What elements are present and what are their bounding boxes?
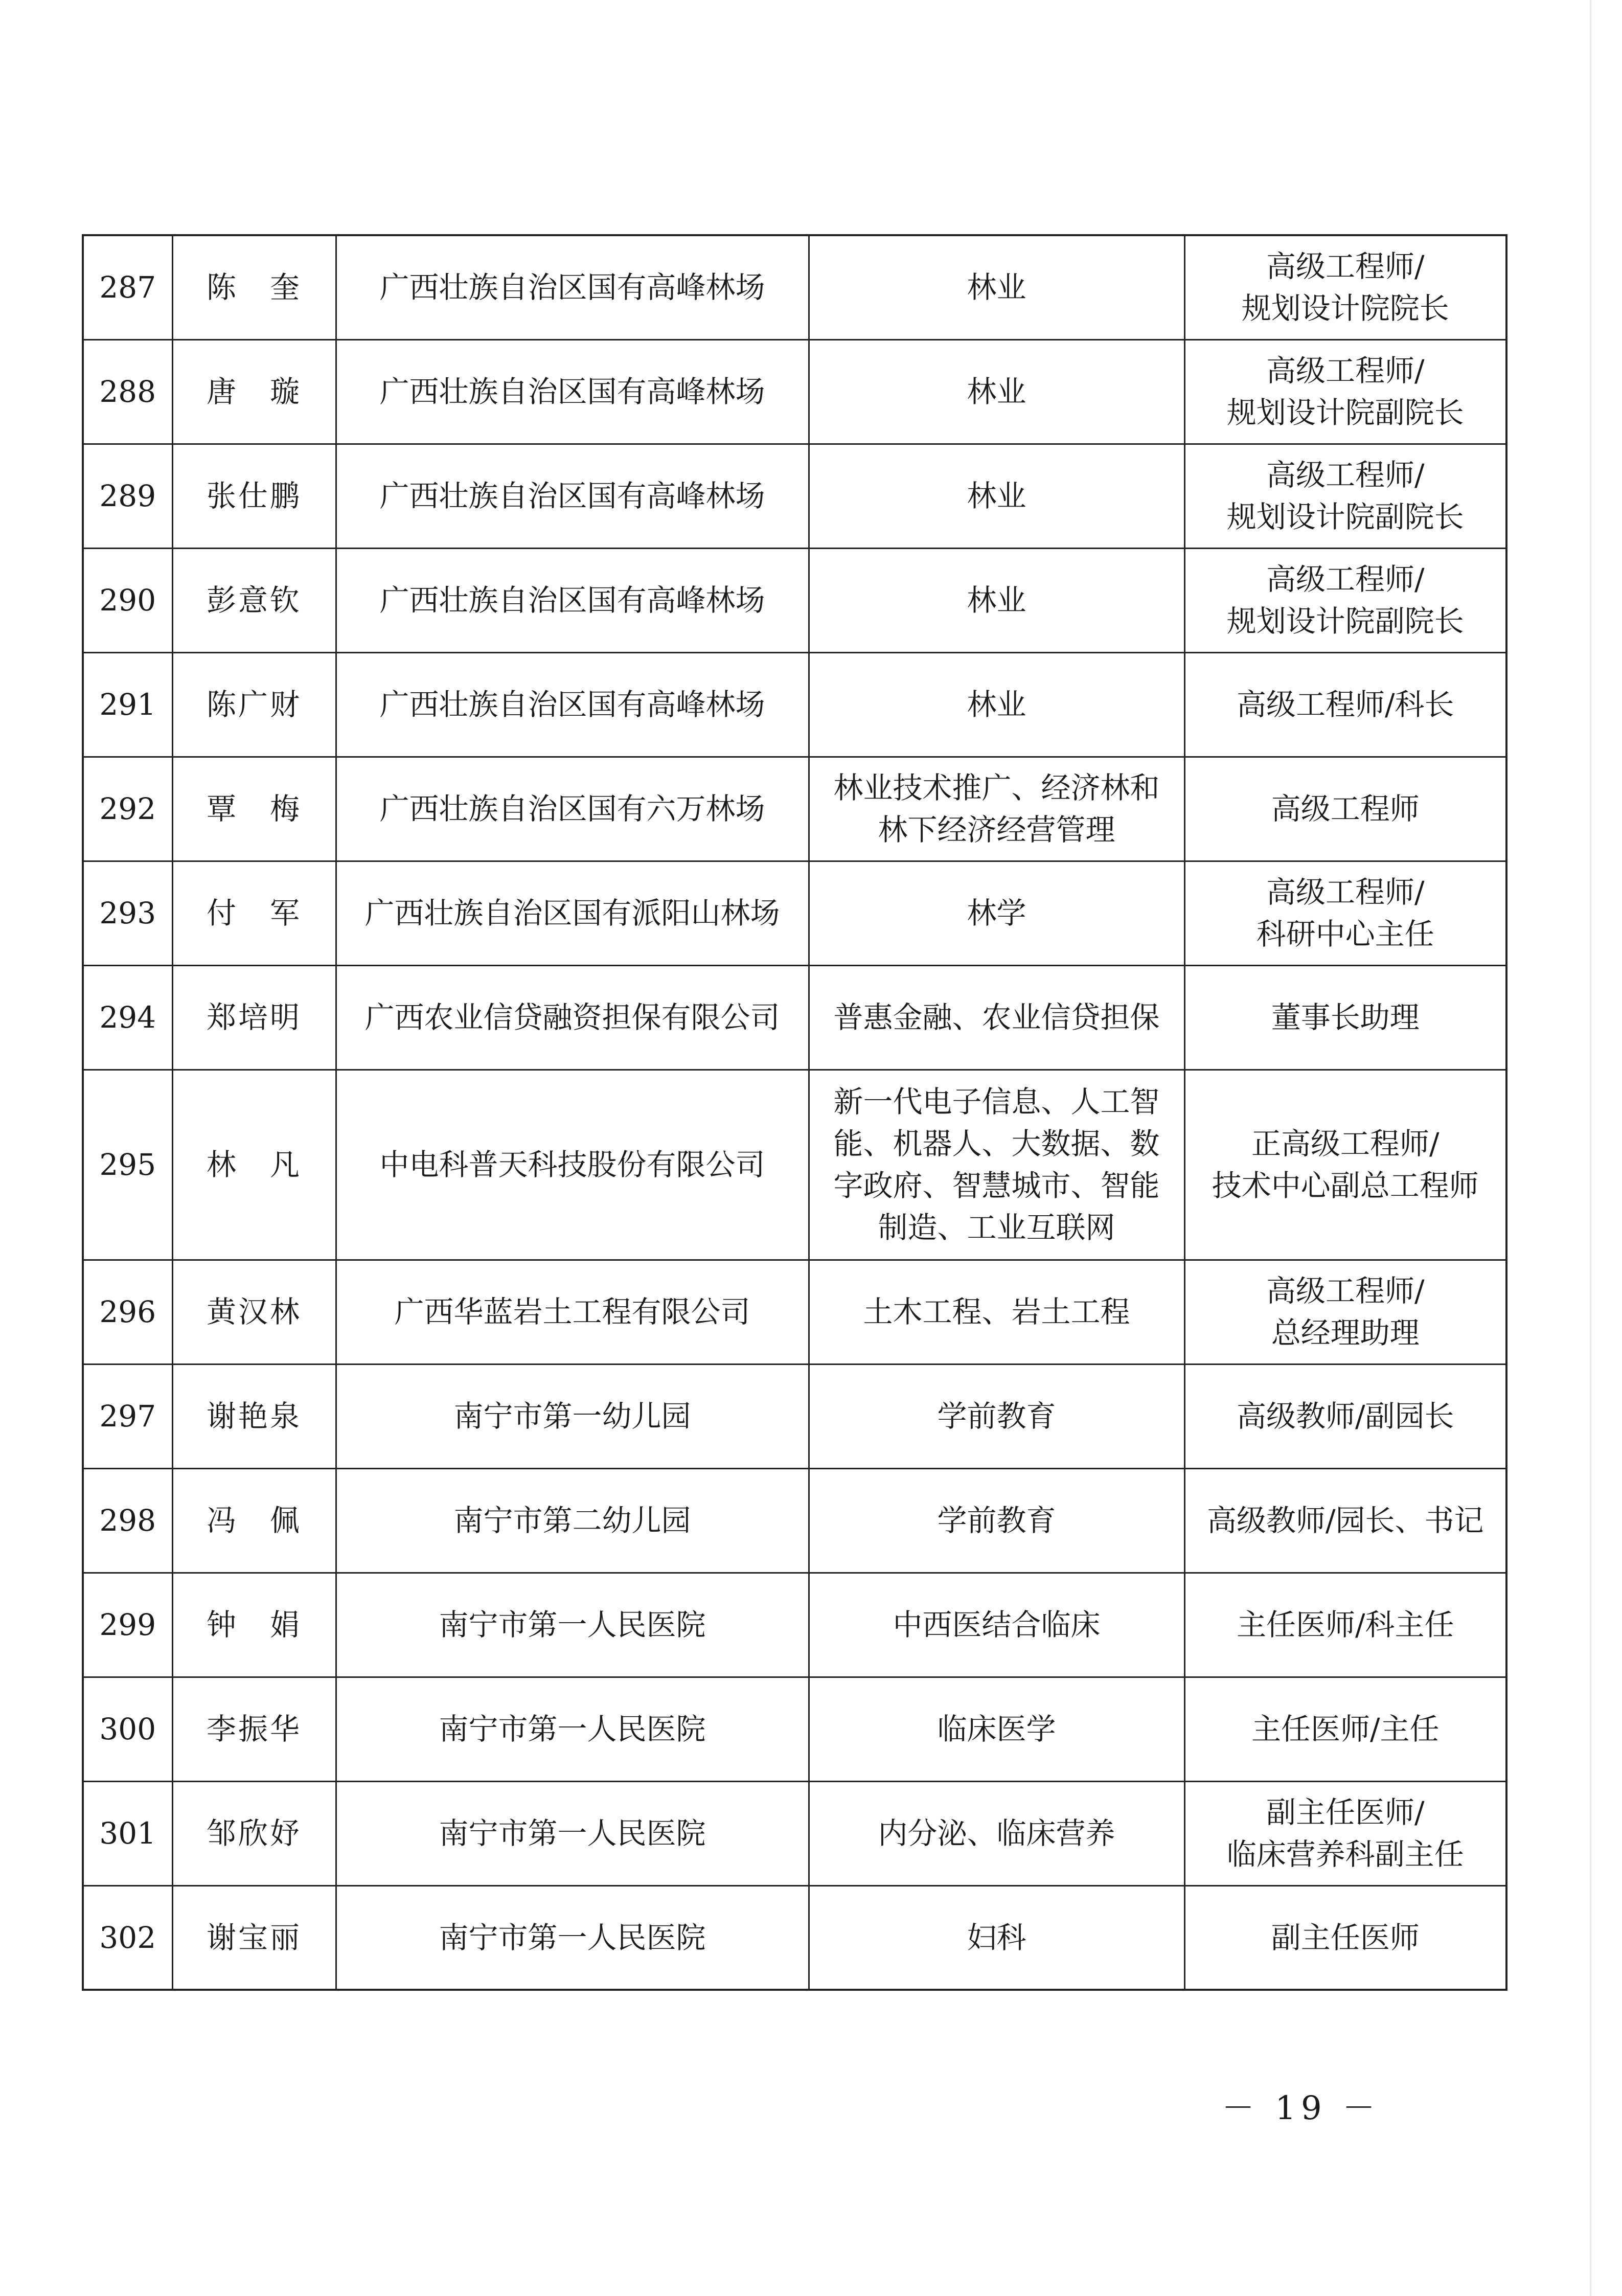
cell-title-line: 高级工程师/: [1266, 562, 1425, 597]
cell-title-line: 高级工程师: [1271, 791, 1420, 826]
table-row: [83, 1364, 1506, 1468]
cell-number: 291: [83, 652, 172, 757]
cell-title-line: 规划设计院副院长: [1226, 499, 1464, 534]
cell-number: 298: [83, 1468, 172, 1573]
cell-unit: 广西壮族自治区国有六万林场: [336, 757, 809, 861]
cell-field-line: 林下经济经营管理: [878, 812, 1115, 847]
cell-unit: 南宁市第一幼儿园: [336, 1364, 809, 1468]
cell-title: [1184, 1364, 1506, 1468]
cell-title-line: 高级工程师/: [1266, 875, 1425, 910]
cell-field-line: 内分泌、临床营养: [878, 1816, 1115, 1851]
cell-title-line: 规划设计院副院长: [1226, 604, 1464, 639]
cell-title-line: 高级工程师/: [1266, 458, 1425, 492]
cell-title-line: 总经理助理: [1271, 1315, 1420, 1350]
cell-title-line: 规划设计院副院长: [1226, 395, 1464, 430]
table-row: [83, 235, 1506, 339]
table-row: [83, 757, 1506, 861]
cell-field: [809, 1260, 1184, 1364]
table-row: [83, 1468, 1506, 1573]
cell-field: [809, 965, 1184, 1070]
cell-number: 292: [83, 757, 172, 861]
cell-field: [809, 444, 1184, 548]
cell-unit: 广西华蓝岩土工程有限公司: [336, 1260, 809, 1364]
cell-title: [1184, 1070, 1506, 1260]
cell-field-line: 林业: [967, 687, 1026, 722]
cell-name: 陈 奎: [172, 235, 336, 339]
cell-field-line: 学前教育: [937, 1399, 1056, 1434]
cell-title-line: 副主任医师/: [1266, 1795, 1425, 1830]
cell-title-line: 临床营养科副主任: [1226, 1837, 1464, 1872]
cell-field-line: 妇科: [967, 1920, 1026, 1955]
cell-title: [1184, 1781, 1506, 1885]
cell-title: [1184, 1677, 1506, 1781]
cell-title: [1184, 1573, 1506, 1677]
cell-title-line: 主任医师/主任: [1251, 1712, 1440, 1746]
cell-unit: 南宁市第一人民医院: [336, 1677, 809, 1781]
cell-name: 谢艳泉: [172, 1364, 336, 1468]
cell-unit: 南宁市第一人民医院: [336, 1781, 809, 1885]
table-row: [83, 1070, 1506, 1260]
personnel-table: [82, 234, 1507, 1991]
cell-title-line: 规划设计院院长: [1241, 291, 1449, 326]
cell-title-line: 高级工程师/: [1266, 353, 1425, 388]
cell-field: [809, 652, 1184, 757]
cell-name: 李振华: [172, 1677, 336, 1781]
cell-title: [1184, 1260, 1506, 1364]
cell-title: [1184, 444, 1506, 548]
cell-number: 287: [83, 235, 172, 339]
cell-title: [1184, 861, 1506, 965]
table-row: [83, 339, 1506, 444]
table-row: [83, 1573, 1506, 1677]
cell-name: 郑培明: [172, 965, 336, 1070]
cell-name: 陈广财: [172, 652, 336, 757]
cell-name: 冯 佩: [172, 1468, 336, 1573]
cell-field-line: 制造、工业互联网: [878, 1210, 1115, 1245]
document-sheet: [82, 234, 1505, 1991]
cell-title-line: 董事长助理: [1271, 1000, 1420, 1035]
cell-name: 付 军: [172, 861, 336, 965]
cell-name: 邹欣妤: [172, 1781, 336, 1885]
cell-title: [1184, 235, 1506, 339]
cell-unit: 广西壮族自治区国有高峰林场: [336, 548, 809, 652]
cell-title-line: 主任医师/科主任: [1236, 1607, 1454, 1642]
page-edge-line: [1590, 0, 1591, 2296]
cell-number: 299: [83, 1573, 172, 1677]
cell-title: [1184, 1468, 1506, 1573]
cell-field: [809, 1885, 1184, 1990]
table-body: [83, 235, 1506, 1990]
cell-field-line: 林业: [967, 270, 1026, 305]
cell-name: 彭意钦: [172, 548, 336, 652]
cell-field-line: 林学: [967, 896, 1026, 930]
cell-field-line: 字政府、智慧城市、智能: [833, 1168, 1160, 1203]
cell-title: [1184, 965, 1506, 1070]
cell-name: 张仕鹏: [172, 444, 336, 548]
cell-unit: 广西壮族自治区国有高峰林场: [336, 339, 809, 444]
cell-unit: 南宁市第二幼儿园: [336, 1468, 809, 1573]
cell-field-line: 能、机器人、大数据、数: [833, 1126, 1160, 1161]
cell-name: 覃 梅: [172, 757, 336, 861]
cell-title: [1184, 757, 1506, 861]
cell-name: 黄汉林: [172, 1260, 336, 1364]
cell-field: [809, 1781, 1184, 1885]
cell-title: [1184, 339, 1506, 444]
cell-title: [1184, 652, 1506, 757]
cell-number: 290: [83, 548, 172, 652]
cell-title-line: 正高级工程师/: [1251, 1126, 1440, 1161]
page-number: － 19 －: [1222, 2089, 1381, 2127]
cell-field: [809, 1468, 1184, 1573]
cell-title-line: 高级工程师/: [1266, 249, 1425, 284]
cell-number: 294: [83, 965, 172, 1070]
cell-number: 297: [83, 1364, 172, 1468]
cell-field: [809, 339, 1184, 444]
cell-field: [809, 1573, 1184, 1677]
cell-title-line: 高级工程师/: [1266, 1274, 1425, 1308]
cell-unit: 南宁市第一人民医院: [336, 1573, 809, 1677]
cell-field: [809, 235, 1184, 339]
cell-unit: 南宁市第一人民医院: [336, 1885, 809, 1990]
cell-field-line: 新一代电子信息、人工智: [833, 1084, 1160, 1119]
cell-number: 295: [83, 1070, 172, 1260]
table-row: [83, 1677, 1506, 1781]
cell-name: 钟 娟: [172, 1573, 336, 1677]
cell-field-line: 林业: [967, 479, 1026, 513]
cell-number: 301: [83, 1781, 172, 1885]
cell-number: 296: [83, 1260, 172, 1364]
table-row: [83, 1781, 1506, 1885]
cell-number: 288: [83, 339, 172, 444]
cell-field: [809, 548, 1184, 652]
cell-field: [809, 1364, 1184, 1468]
table-row: [83, 1885, 1506, 1990]
cell-field-line: 临床医学: [937, 1712, 1056, 1746]
cell-number: 300: [83, 1677, 172, 1781]
cell-title: [1184, 1885, 1506, 1990]
table-row: [83, 861, 1506, 965]
cell-unit: 广西壮族自治区国有高峰林场: [336, 235, 809, 339]
cell-number: 293: [83, 861, 172, 965]
cell-field-line: 林业技术推广、经济林和: [833, 770, 1160, 805]
cell-field: [809, 1070, 1184, 1260]
table-row: [83, 444, 1506, 548]
cell-name: 谢宝丽: [172, 1885, 336, 1990]
cell-field-line: 普惠金融、农业信贷担保: [833, 1000, 1160, 1035]
cell-field-line: 林业: [967, 374, 1026, 409]
cell-unit: 广西农业信贷融资担保有限公司: [336, 965, 809, 1070]
cell-field: [809, 861, 1184, 965]
cell-title-line: 高级工程师/科长: [1236, 687, 1454, 722]
cell-number: 289: [83, 444, 172, 548]
cell-title: [1184, 548, 1506, 652]
table-row: [83, 1260, 1506, 1364]
cell-unit: 广西壮族自治区国有高峰林场: [336, 652, 809, 757]
cell-title-line: 高级教师/副园长: [1236, 1399, 1454, 1434]
table-row: [83, 548, 1506, 652]
cell-title-line: 高级教师/园长、书记: [1206, 1503, 1484, 1538]
cell-field: [809, 1677, 1184, 1781]
cell-number: 302: [83, 1885, 172, 1990]
cell-field-line: 学前教育: [937, 1503, 1056, 1538]
cell-title-line: 科研中心主任: [1256, 917, 1434, 951]
cell-unit: 广西壮族自治区国有高峰林场: [336, 444, 809, 548]
cell-title-line: 技术中心副总工程师: [1212, 1168, 1479, 1203]
cell-field-line: 土木工程、岩土工程: [863, 1294, 1130, 1329]
cell-field: [809, 757, 1184, 861]
table-row: [83, 965, 1506, 1070]
cell-unit: 中电科普天科技股份有限公司: [336, 1070, 809, 1260]
cell-name: 唐 璇: [172, 339, 336, 444]
table-row: [83, 652, 1506, 757]
cell-field-line: 林业: [967, 583, 1026, 618]
cell-name: 林 凡: [172, 1070, 336, 1260]
cell-title-line: 副主任医师: [1271, 1920, 1420, 1955]
cell-field-line: 中西医结合临床: [893, 1607, 1101, 1642]
cell-unit: 广西壮族自治区国有派阳山林场: [336, 861, 809, 965]
